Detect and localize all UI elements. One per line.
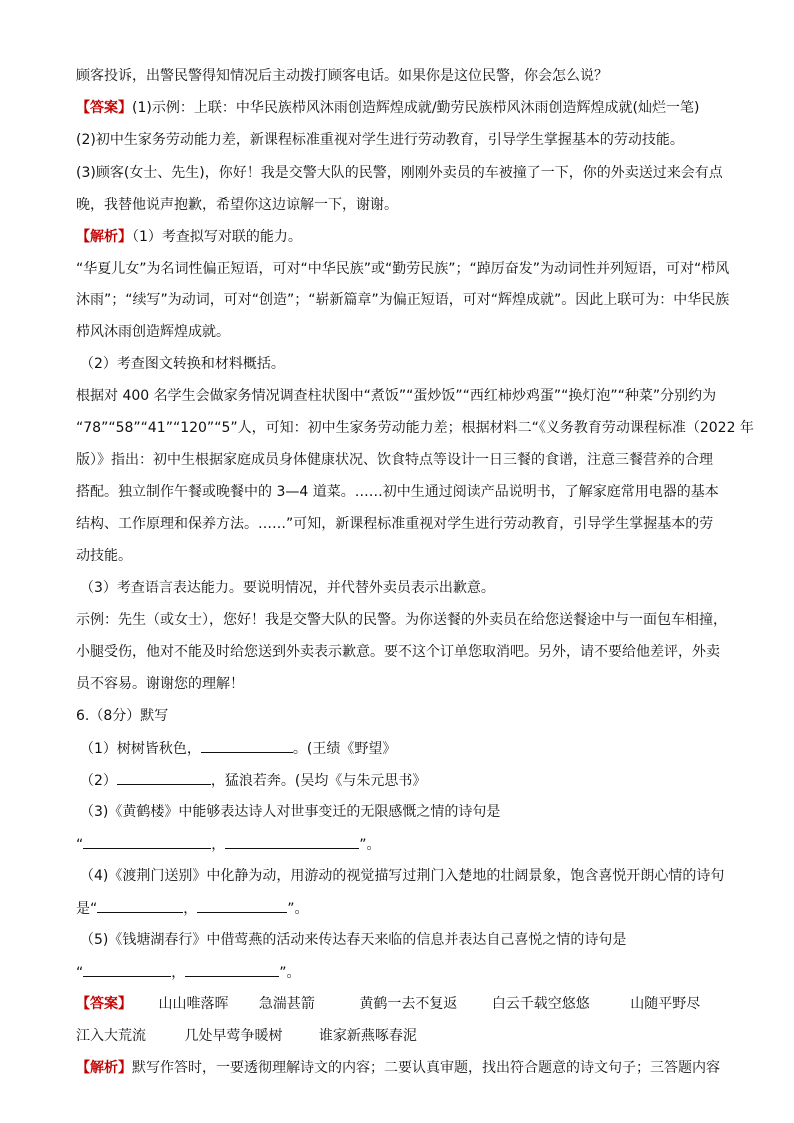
para2-b: “78”“58”“41”“120”“5”人，可知：初中生家务劳动能力差；根据材料二“《义务教育劳动课程标准（2022 年 bbox=[76, 420, 754, 436]
answer-blank[interactable] bbox=[197, 898, 287, 913]
q6-item-3-blanks: “ ， ”。 bbox=[76, 834, 381, 855]
answer-1: (1)示例：上联：中华民族栉风沐雨创造辉煌成就/勤劳民族栉风沐雨创造辉煌成就(灿烂一笔) bbox=[132, 100, 700, 116]
answer-blank[interactable] bbox=[83, 834, 211, 849]
answer-3a: (3)顾客(女士、先生)，你好！我是交警大队的民警，刚刚外卖员的车被撞了一下，你的外卖送过来会有点 bbox=[76, 165, 723, 181]
para3-a: 示例：先生（或女士），您好！我是交警大队的民警。为你送餐的外卖员在给您送餐途中与一面包车相撞， bbox=[76, 612, 727, 628]
final-analysis-line bbox=[76, 1058, 720, 1078]
answer-blank[interactable] bbox=[185, 962, 279, 977]
answers-6-row-1 bbox=[76, 994, 700, 1014]
analysis-3: （3）考查语言表达能力。要说明情况，并代替外卖员表示出歉意。 bbox=[80, 580, 495, 596]
answer-item: 黄鹤一去不复返 bbox=[359, 996, 458, 1012]
para2-a: 根据对 400 名学生会做家务情况调查柱状图中“煮饭”“蛋炒饭”“西红柿炒鸡蛋”“换灯泡”“种菜”分别约为 bbox=[76, 388, 717, 404]
answer-3b: 晚，我替他说声抱歉，希望你这边谅解一下，谢谢。 bbox=[76, 197, 398, 213]
analysis-tag: 【解析】 bbox=[76, 229, 132, 245]
answers-6-row-2 bbox=[76, 1026, 417, 1046]
analysis-1: （1）考查拟写对联的能力。 bbox=[132, 229, 302, 245]
para2-f: 动技能。 bbox=[76, 548, 132, 564]
answer-blank[interactable] bbox=[201, 738, 293, 753]
answer-item: 急湍甚箭 bbox=[258, 996, 315, 1012]
answer-blank[interactable] bbox=[225, 834, 359, 849]
q6-item-5: （5)《钱塘湖春行》中借莺燕的活动来传达春天来临的信息并表达自己喜悦之情的诗句是 bbox=[80, 932, 627, 948]
answer-item: 白云千载空悠悠 bbox=[491, 996, 590, 1012]
para1-c: 栉风沐雨创造辉煌成就。 bbox=[76, 324, 230, 340]
answer-line-1 bbox=[76, 98, 699, 118]
para2-e: 结构、工作原理和保养方法。……”可知，新课程标准重视对学生进行劳动教育，引导学生掌握基本的劳 bbox=[76, 516, 714, 532]
analysis-2: （2）考查图文转换和材料概括。 bbox=[80, 356, 285, 372]
answer-item: 几处早莺争暖树 bbox=[184, 1028, 283, 1044]
q6-item-4-blanks: 是“ ， ”。 bbox=[76, 898, 309, 919]
answer-2: (2)初中生家务劳动能力差，新课程标准重视对学生进行劳动教育，引导学生掌握基本的劳动技能。 bbox=[76, 132, 684, 148]
q6-item-4: （4)《渡荆门送别》中化静为动，用游动的视觉描写过荆门入楚地的壮阔景象，饱含喜悦开朗心情的诗句 bbox=[80, 868, 725, 884]
final-analysis: 默写作答时，一要透彻理解诗文的内容；二要认真审题，找出符合题意的诗文句子；三答题内容 bbox=[132, 1060, 720, 1076]
q6-item-3: （3)《黄鹤楼》中能够表达诗人对世事变迁的无限感慨之情的诗句是 bbox=[80, 804, 501, 820]
analysis-line-1 bbox=[76, 227, 302, 247]
para3-b: 小腿受伤，他对不能及时给您送到外卖表示歉意。要不这个订单您取消吧。另外，请不要给他差评，外卖 bbox=[76, 644, 720, 660]
answer-item: 江入大荒流 bbox=[76, 1028, 146, 1044]
para1-b: 沐雨”；“续写”为动词，可对“创造”；“崭新篇章”为偏正短语，可对“辉煌成就”。因此上联可为：中华民族 bbox=[76, 292, 730, 308]
answer-tag: 【答案】 bbox=[76, 996, 132, 1012]
answer-tag: 【答案】 bbox=[76, 100, 132, 116]
para1-a: “华夏儿女”为名词性偏正短语，可对“中华民族”或“勤劳民族”；“踔厉奋发”为动词性并列短语，可对“栉风 bbox=[76, 261, 730, 277]
answer-blank[interactable] bbox=[97, 898, 183, 913]
answer-item: 山随平野尽 bbox=[630, 996, 701, 1012]
para2-d: 搭配。独立制作午餐或晚餐中的 3—4 道菜。……初中生通过阅读产品说明书，了解家庭常用电器的基本 bbox=[76, 484, 719, 500]
answer-blank[interactable] bbox=[117, 770, 211, 785]
q6-item-1: （1）树树皆秋色， 。(王绩《野望》 bbox=[80, 738, 396, 759]
answer-item: 山山唯落晖 bbox=[158, 996, 229, 1012]
q6-item-2: （2） ，猛浪若奔。(吴均《与朱元思书》 bbox=[80, 770, 426, 791]
para3-c: 员不容易。谢谢您的理解！ bbox=[76, 676, 244, 692]
intro-text: 顾客投诉，出警民警得知情况后主动拨打顾客电话。如果你是这位民警，你会怎么说？ bbox=[76, 68, 608, 84]
answer-item: 谁家新燕啄春泥 bbox=[318, 1028, 417, 1044]
answer-blank[interactable] bbox=[83, 962, 171, 977]
analysis-tag: 【解析】 bbox=[76, 1060, 132, 1076]
para2-c: 版）》指出：初中生根据家庭成员身体健康状况、饮食特点等设计一日三餐的食谱，注意三餐营养的合理 bbox=[76, 452, 713, 468]
q6-item-5-blanks: “ ， ”。 bbox=[76, 962, 301, 983]
question-6-title: 6.（8分）默写 bbox=[76, 708, 169, 724]
